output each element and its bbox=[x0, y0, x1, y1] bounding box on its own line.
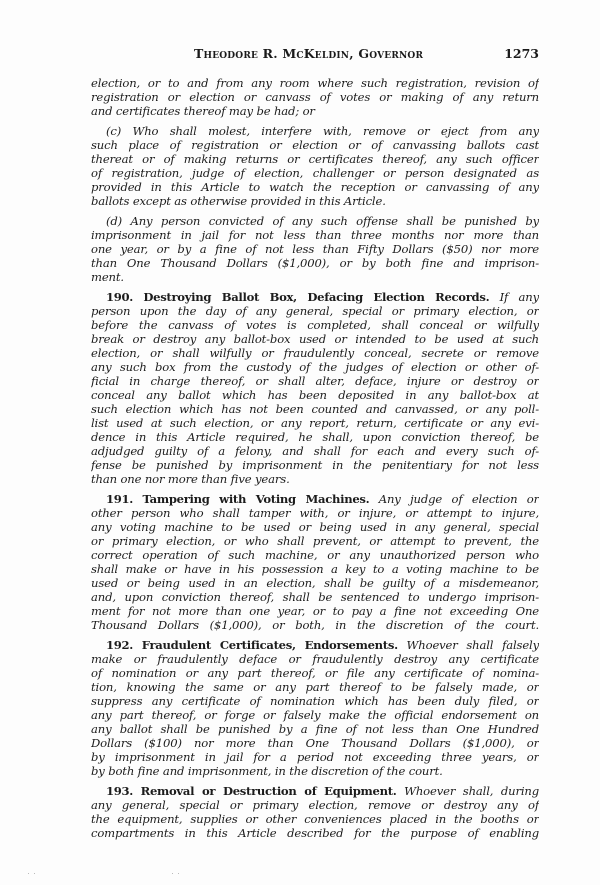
text-line: one year, or by a fine of not less than Fifty Dollars ($50) nor more bbox=[91, 242, 539, 256]
text-line: compartments in this Article described for the purpose of enabling bbox=[91, 826, 539, 840]
section-191 bbox=[91, 492, 539, 632]
text-line: fense be punished by imprisonment in the penitentiary for not less bbox=[91, 458, 539, 472]
text-line: suppress any certificate of nomination which has been duly filed, or bbox=[91, 694, 539, 708]
text-line: before the canvass of votes is completed, shall conceal or wilfully bbox=[91, 318, 539, 332]
text-line: adjudged guilty of a felony, and shall for each and every such of- bbox=[91, 444, 539, 458]
text-line: imprisonment in jail for not less than three months nor more than bbox=[91, 228, 539, 242]
clause-c-paragraph bbox=[91, 124, 539, 208]
text-line: ment for not more than one year, or to pay a fine not exceeding One bbox=[91, 604, 539, 618]
text-line: used or being used in an election, shall be guilty of a misdemeanor, bbox=[91, 576, 539, 590]
section-first-line bbox=[91, 290, 539, 304]
text-line: shall make or have in his possession a key to a voting machine to be bbox=[91, 562, 539, 576]
page-number: 1273 bbox=[504, 46, 539, 61]
section-192 bbox=[91, 638, 539, 778]
text-line: list used at such election, or any report, return, certificate or any evi- bbox=[91, 416, 539, 430]
section-190 bbox=[91, 290, 539, 486]
text-line: of nomination or any part thereof, or file any certificate of nomina- bbox=[91, 666, 539, 680]
running-head bbox=[91, 46, 539, 62]
text-line: Dollars ($100) nor more than One Thousand Dollars ($1,000), or bbox=[91, 736, 539, 750]
text-line: provided in this Article to watch the reception or canvassing of any bbox=[91, 180, 539, 194]
section-heading: Fraudulent Certificates, Endorsements. bbox=[141, 638, 398, 652]
speck bbox=[178, 873, 179, 874]
text-line: (c) Who shall molest, interfere with, remove or eject from any bbox=[106, 124, 539, 138]
text-line: and, upon conviction thereof, shall be sentenced to undergo imprison- bbox=[91, 590, 539, 604]
text-line: of registration, judge of election, challenger or person designated as bbox=[91, 166, 539, 180]
text-line: such election which has not been counted and canvassed, or any poll- bbox=[91, 402, 539, 416]
text-line: the equipment, supplies or other conveniences placed in the booths or bbox=[91, 812, 539, 826]
section-first-line bbox=[91, 784, 539, 798]
section-lead-text: Whoever shall, during bbox=[404, 784, 539, 798]
text-line: such place of registration or election or of canvassing ballots cast bbox=[91, 138, 539, 152]
section-first-line bbox=[91, 492, 539, 506]
section-193 bbox=[91, 784, 539, 840]
text-line: ballots except as otherwise provided in this Article. bbox=[91, 194, 386, 208]
text-line: Thousand Dollars ($1,000), or both, in the discretion of the court. bbox=[91, 618, 539, 632]
text-line: and certificates thereof may be had; or bbox=[91, 104, 315, 118]
section-number: 191. bbox=[106, 492, 134, 506]
text-line: correct operation of such machine, or any unauthorized person who bbox=[91, 548, 539, 562]
text-line: (d) Any person convicted of any such offense shall be punished by bbox=[106, 214, 539, 228]
speck bbox=[28, 873, 29, 874]
text-line: by imprisonment in jail for a period not exceeding three years, or bbox=[91, 750, 539, 764]
text-line: dence in this Article required, he shall, upon conviction thereof, be bbox=[91, 430, 539, 444]
text-line: thereat or of making returns or certificates thereof, any such officer bbox=[91, 152, 539, 166]
text-line: tion, knowing the same or any part thereof to be falsely made, or bbox=[91, 680, 539, 694]
text-line: any general, special or primary election, remove or destroy any of bbox=[91, 798, 539, 812]
text-line: any ballot shall be punished by a fine of not less than One Hundred bbox=[91, 722, 539, 736]
text-line: person upon the day of any general, special or primary election, or bbox=[91, 304, 539, 318]
text-line: ment. bbox=[91, 270, 124, 284]
section-lead-text: Any judge of election or bbox=[378, 492, 539, 506]
section-number: 193. bbox=[106, 784, 134, 798]
text-line: than one nor more than five years. bbox=[91, 472, 290, 486]
text-line: make or fraudulently deface or fraudulently destroy any certificate bbox=[91, 652, 539, 666]
text-line: any such box from the custody of the judges of election or other of- bbox=[91, 360, 539, 374]
text-line: conceal any ballot which has been deposited in any ballot-box at bbox=[91, 388, 539, 402]
section-number: 190. bbox=[106, 290, 134, 304]
text-line: election, or to and from any room where such registration, revision of bbox=[91, 76, 539, 90]
section-lead-text: If any bbox=[499, 290, 539, 304]
text-line: any part thereof, or forge or falsely make the official endorsement on bbox=[91, 708, 539, 722]
section-heading: Destroying Ballot Box, Defacing Election Records. bbox=[143, 290, 490, 304]
text-line: ficial in charge thereof, or shall alter, deface, injure or destroy or bbox=[91, 374, 539, 388]
text-line: other person who shall tamper with, or injure, or attempt to injure, bbox=[91, 506, 539, 520]
section-heading: Tampering with Voting Machines. bbox=[142, 492, 370, 506]
running-head-title: Theodore R. McKeldin, Governor bbox=[194, 46, 424, 61]
text-line: break or destroy any ballot-box used or intended to be used at such bbox=[91, 332, 539, 346]
text-line: any voting machine to be used or being used in any general, special bbox=[91, 520, 539, 534]
text-line: or primary election, or who shall prevent, or attempt to prevent, the bbox=[91, 534, 539, 548]
section-number: 192. bbox=[106, 638, 134, 652]
section-lead-text: Whoever shall falsely bbox=[406, 638, 539, 652]
text-line: than One Thousand Dollars ($1,000), or by both fine and imprison- bbox=[91, 256, 539, 270]
scan-specks bbox=[24, 873, 184, 875]
section-heading: Removal or Destruction of Equipment. bbox=[140, 784, 397, 798]
section-first-line bbox=[91, 638, 539, 652]
page-body bbox=[91, 76, 539, 846]
continuation-paragraph bbox=[91, 76, 539, 118]
text-line: election, or shall wilfully or fraudulently conceal, secrete or remove bbox=[91, 346, 539, 360]
speck bbox=[172, 873, 173, 874]
clause-d-paragraph bbox=[91, 214, 539, 284]
text-line: registration or election or canvass of votes or making of any return bbox=[91, 90, 539, 104]
text-line: by both fine and imprisonment, in the discretion of the court. bbox=[91, 764, 443, 778]
speck bbox=[34, 873, 35, 874]
